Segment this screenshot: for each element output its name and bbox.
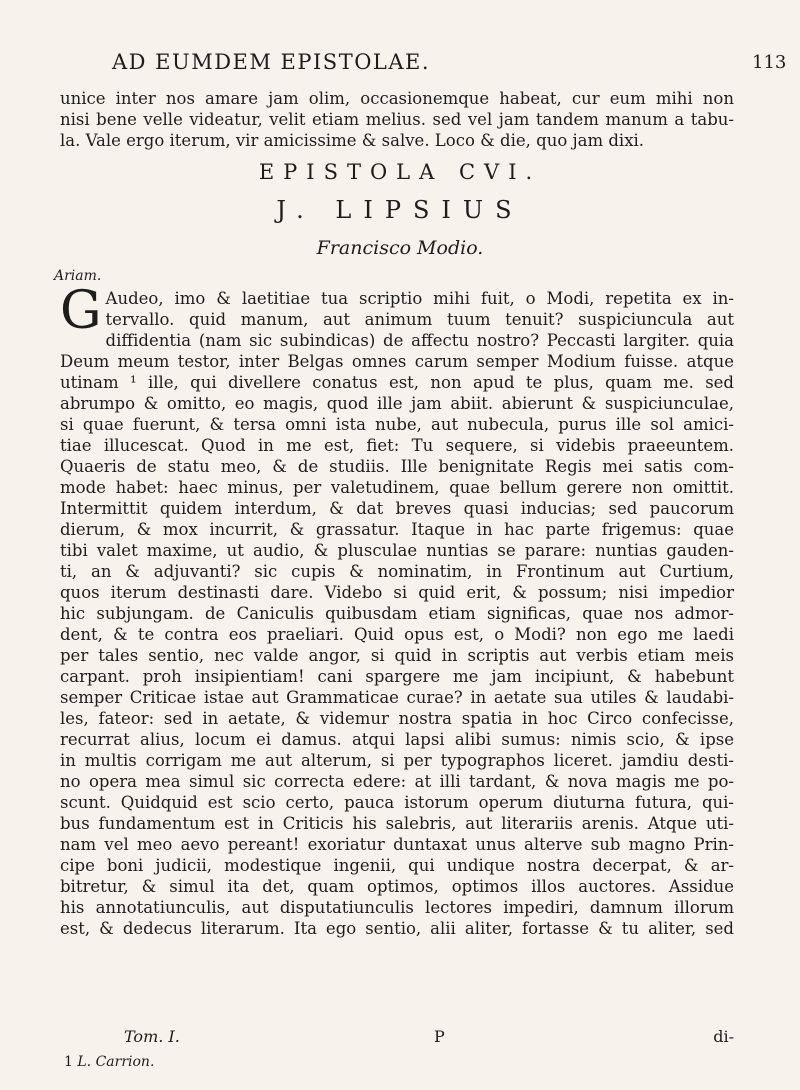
text-line: Quaeris de statu meo, & de studiis. Ille benignitate Regis mei satis com- <box>60 457 734 476</box>
text-line: semper Criticae istae aut Grammaticae curae? in aetate sua utiles & laudabi- <box>60 688 734 707</box>
text-line: Intermittit quidem interdum, & dat breves quasi inducias; sed paucorum <box>60 499 734 518</box>
footnote <box>64 1054 154 1070</box>
signature-line <box>64 1027 734 1051</box>
text-line: ti, an & adjuvanti? sic cupis & nominatim, in Frontinum aut Curtium, <box>60 562 734 581</box>
running-head: AD EUMDEM EPISTOLAE. <box>112 50 431 74</box>
text-line: la. Vale ergo iterum, vir amicissime & salve. Loco & die, quo jam dixi. <box>60 131 645 150</box>
text-line: no opera mea simul sic correcta edere: at illi tardant, & nova magis me po- <box>60 772 734 791</box>
text-line: nisi bene velle videatur, velit etiam melius. sed vel jam tandem manum a tabu- <box>60 110 734 129</box>
letter-recipient: Francisco Modio. <box>316 237 484 259</box>
text-line: Audeo, imo & laetitiae tua scriptio mihi fuit, o Modi, repetita ex in- <box>105 289 734 308</box>
drop-cap: G <box>60 281 102 341</box>
letter-title: EPISTOLA CVI. <box>258 160 542 184</box>
text-line: his annotatiunculis, aut disputatiunculis lectores impediri, damnum illorum <box>60 898 734 917</box>
text-line: tervallo. quid manum, aut animum tuum tenuit? suspiciuncula aut <box>105 310 734 329</box>
text-line: in multis corrigam me aut alterum, si per typographos liceret. jamdiu desti- <box>60 751 734 770</box>
text-line: dierum, & mox incurrit, & grassatur. Itaque in hac parte frigemus: quae <box>60 520 734 539</box>
text-line: si quae fuerunt, & tersa omni ista nube, aut nubecula, purus ille sol amici- <box>60 415 734 434</box>
text-line: carpant. proh insipientiam! cani spargere me jam incipiunt, & habebunt <box>60 667 734 686</box>
text-line: cipe boni judicii, modestique ingenii, qui undique nostra decerpat, & ar- <box>60 856 734 875</box>
footnote-number: 1 <box>64 1054 73 1070</box>
text-line: nam vel meo aevo pereant! exoriatur duntaxat unus alterve sub magno Prin- <box>60 835 734 854</box>
text-line: recurrat alius, locum ei damus. atqui lapsi alibi sumus: nimis scio, & ipse <box>60 730 734 749</box>
volume-mark: Tom. I. <box>124 1027 180 1046</box>
letter-body <box>60 281 734 939</box>
footnote-text: L. Carrion. <box>77 1054 155 1070</box>
text-line: Deum meum testor, inter Belgas omnes carum semper Modium fuisse. atque <box>60 352 734 371</box>
text-line: scunt. Quidquid est scio certo, pauca istorum operum diuturna futura, qui- <box>60 793 734 812</box>
catchword: di- <box>713 1027 734 1046</box>
text-line: quos iterum destinasti dare. Videbo si quid erit, & possum; nisi impedior <box>60 583 734 602</box>
text-line: bus fundamentum est in Criticis his salebris, aut literariis arenis. Atque uti- <box>60 814 734 833</box>
letter-author: J. LIPSIUS <box>276 196 524 224</box>
text-line: per tales sentio, nec valde angor, si quid in scriptis aut verbis etiam meis <box>60 646 734 665</box>
text-line: hic subjungam. de Caniculis quibusdam etiam significas, quae nos admor- <box>60 604 734 623</box>
text-line: utinam ¹ ille, qui divellere conatus est, non apud te plus, quam me. sed <box>60 373 734 392</box>
text-line: bitretur, & simul ita det, quam optimos, optimos illos auctores. Assidue <box>60 877 734 896</box>
text-line: tiae illucescat. Quod in me est, fiet: Tu sequere, si videbis praeeuntem. <box>60 436 734 455</box>
page-header <box>0 50 800 80</box>
intro-paragraph <box>60 88 734 151</box>
text-line: diffidentia (nam sic subindicas) de affectu nostro? Peccasti largiter. quia <box>105 331 734 350</box>
gathering-signature: P <box>434 1027 445 1046</box>
letter-place: Ariam. <box>54 268 102 284</box>
text-line: dent, & te contra eos praeliari. Quid opus est, o Modi? non ego me laedi <box>60 625 734 644</box>
text-line: tibi valet maxime, ut audio, & plusculae nuntias se parare: nuntias gauden- <box>60 541 734 560</box>
text-line: abrumpo & omitto, eo magis, quod ille jam abiit. abierunt & suspiciunculae, <box>60 394 734 413</box>
text-line: est, & dedecus literarum. Ita ego sentio, alii aliter, fortasse & tu aliter, sed <box>60 919 734 938</box>
page-number: 113 <box>752 52 787 73</box>
text-line: mode habet: haec minus, per valetudinem, quae bellum gerere non omittit. <box>60 478 734 497</box>
text-line: les, fateor: sed in aetate, & videmur nostra spatia in hoc Circo confecisse, <box>60 709 734 728</box>
text-line: unice inter nos amare jam olim, occasionemque habeat, cur eum mihi non <box>60 89 734 108</box>
